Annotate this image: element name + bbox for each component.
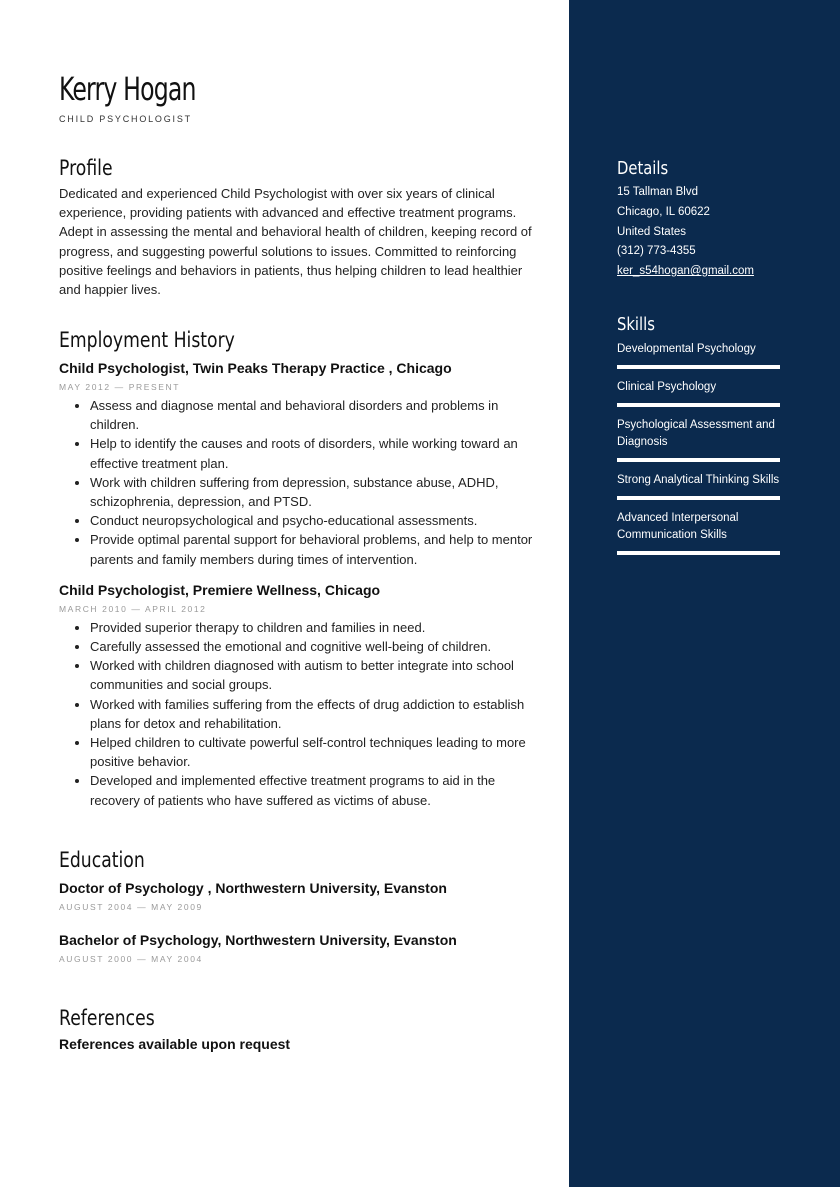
skill-name: Strong Analytical Thinking Skills bbox=[617, 474, 780, 486]
job-entry-title: Child Psychologist, Twin Peaks Therapy Practice , Chicago bbox=[59, 360, 452, 376]
profile-text: Dedicated and experienced Child Psychologist with over six years of clinical experience, providing patients with advanced and effective treatment programs. Adept in assessing the mental and behavioral health of children, keeping record of progress, and suggesting powerful solutions to issues. Committed to reinforcing positive feelings and behaviors in patients, thus helping children to lead healthier and happier lives. bbox=[59, 186, 532, 298]
job-entry-dates: MARCH 2010 — APRIL 2012 bbox=[59, 603, 207, 614]
education-entry-title: Bachelor of Psychology, Northwestern University, Evanston bbox=[59, 932, 457, 948]
skill-level-bar bbox=[617, 458, 780, 462]
education-entry-dates: AUGUST 2000 — MAY 2004 bbox=[59, 954, 203, 964]
bullet: • Provide optimal parental support for behavioral problems, and help to mentor parents and family members during times of intervention. bbox=[90, 530, 539, 568]
skill-name: Psychological Assessment and Diagnosis bbox=[617, 419, 775, 448]
skill-item bbox=[617, 472, 780, 500]
bullet: • Developed and implemented effective treatment programs to aid in the recovery of patients who have suffered as victims of abuse. bbox=[90, 771, 539, 809]
education-heading: Education bbox=[59, 848, 145, 872]
address-line-2: Chicago, IL 60622 bbox=[617, 205, 710, 218]
employment-section bbox=[59, 328, 539, 810]
skill-item bbox=[617, 417, 780, 462]
job-entry bbox=[59, 582, 539, 810]
bullet: • Worked with children diagnosed with autism to better integrate into school communities and social groups. bbox=[90, 656, 539, 694]
references-text: References available upon request bbox=[59, 1036, 291, 1052]
country: United States bbox=[617, 225, 687, 238]
skill-item bbox=[617, 341, 780, 369]
skill-item bbox=[617, 379, 780, 407]
skill-name: Clinical Psychology bbox=[617, 381, 717, 393]
details-section bbox=[617, 158, 754, 282]
skills-heading: Skills bbox=[617, 314, 655, 335]
bullet: • Worked with families suffering from the effects of drug addiction to establish plans for detox and rehabilitation. bbox=[90, 695, 539, 733]
skill-name: Advanced Interpersonal Communication Skills bbox=[617, 512, 739, 541]
skills-section bbox=[617, 314, 780, 565]
profile-heading: Profile bbox=[59, 156, 113, 180]
bullet: • Help to identify the causes and roots of disorders, while working toward an effective treatment plan. bbox=[90, 434, 539, 472]
bullet: • Conduct neuropsychological and psycho-educational assessments. bbox=[90, 511, 539, 530]
bullet: • Work with children suffering from depression, substance abuse, ADHD, schizophrenia, depression, and PTSD. bbox=[90, 473, 539, 511]
employment-heading: Employment History bbox=[59, 328, 235, 352]
education-section bbox=[59, 848, 539, 964]
job-entry-title: Child Psychologist, Premiere Wellness, Chicago bbox=[59, 581, 381, 598]
job-bullets bbox=[59, 618, 539, 810]
education-entry bbox=[59, 932, 539, 964]
bullet: • Assess and diagnose mental and behavioral disorders and problems in children. bbox=[90, 396, 539, 434]
job-title: CHILD PSYCHOLOGIST bbox=[59, 114, 192, 124]
education-entry bbox=[59, 880, 539, 912]
skill-level-bar bbox=[617, 365, 780, 369]
bullet: • Provided superior therapy to children and families in need. bbox=[90, 618, 539, 637]
references-heading: References bbox=[59, 1006, 155, 1030]
sidebar bbox=[569, 0, 840, 1187]
job-bullets bbox=[59, 396, 539, 569]
education-entry-dates: AUGUST 2004 — MAY 2009 bbox=[59, 902, 203, 912]
details-heading: Details bbox=[617, 158, 669, 179]
email-link[interactable]: ker_s54hogan@gmail.com bbox=[617, 265, 754, 278]
education-entry-title: Doctor of Psychology , Northwestern University, Evanston bbox=[59, 880, 447, 896]
skill-name: Developmental Psychology bbox=[617, 343, 756, 355]
profile-section bbox=[59, 156, 539, 299]
job-entry bbox=[59, 360, 539, 569]
phone: (312) 773-4355 bbox=[617, 245, 696, 258]
skill-level-bar bbox=[617, 551, 780, 555]
skill-item bbox=[617, 510, 780, 555]
bullet: • Carefully assessed the emotional and cognitive well-being of children. bbox=[90, 637, 539, 656]
job-entry-dates: MAY 2012 — PRESENT bbox=[59, 382, 181, 392]
bullet: • Helped children to cultivate powerful self-control techniques leading to more positive behavior. bbox=[90, 733, 539, 771]
candidate-name: Kerry Hogan bbox=[59, 70, 196, 108]
references-section bbox=[59, 1006, 539, 1052]
skill-level-bar bbox=[617, 496, 780, 500]
skill-level-bar bbox=[617, 403, 780, 407]
address-line-1: 15 Tallman Blvd bbox=[617, 186, 698, 198]
